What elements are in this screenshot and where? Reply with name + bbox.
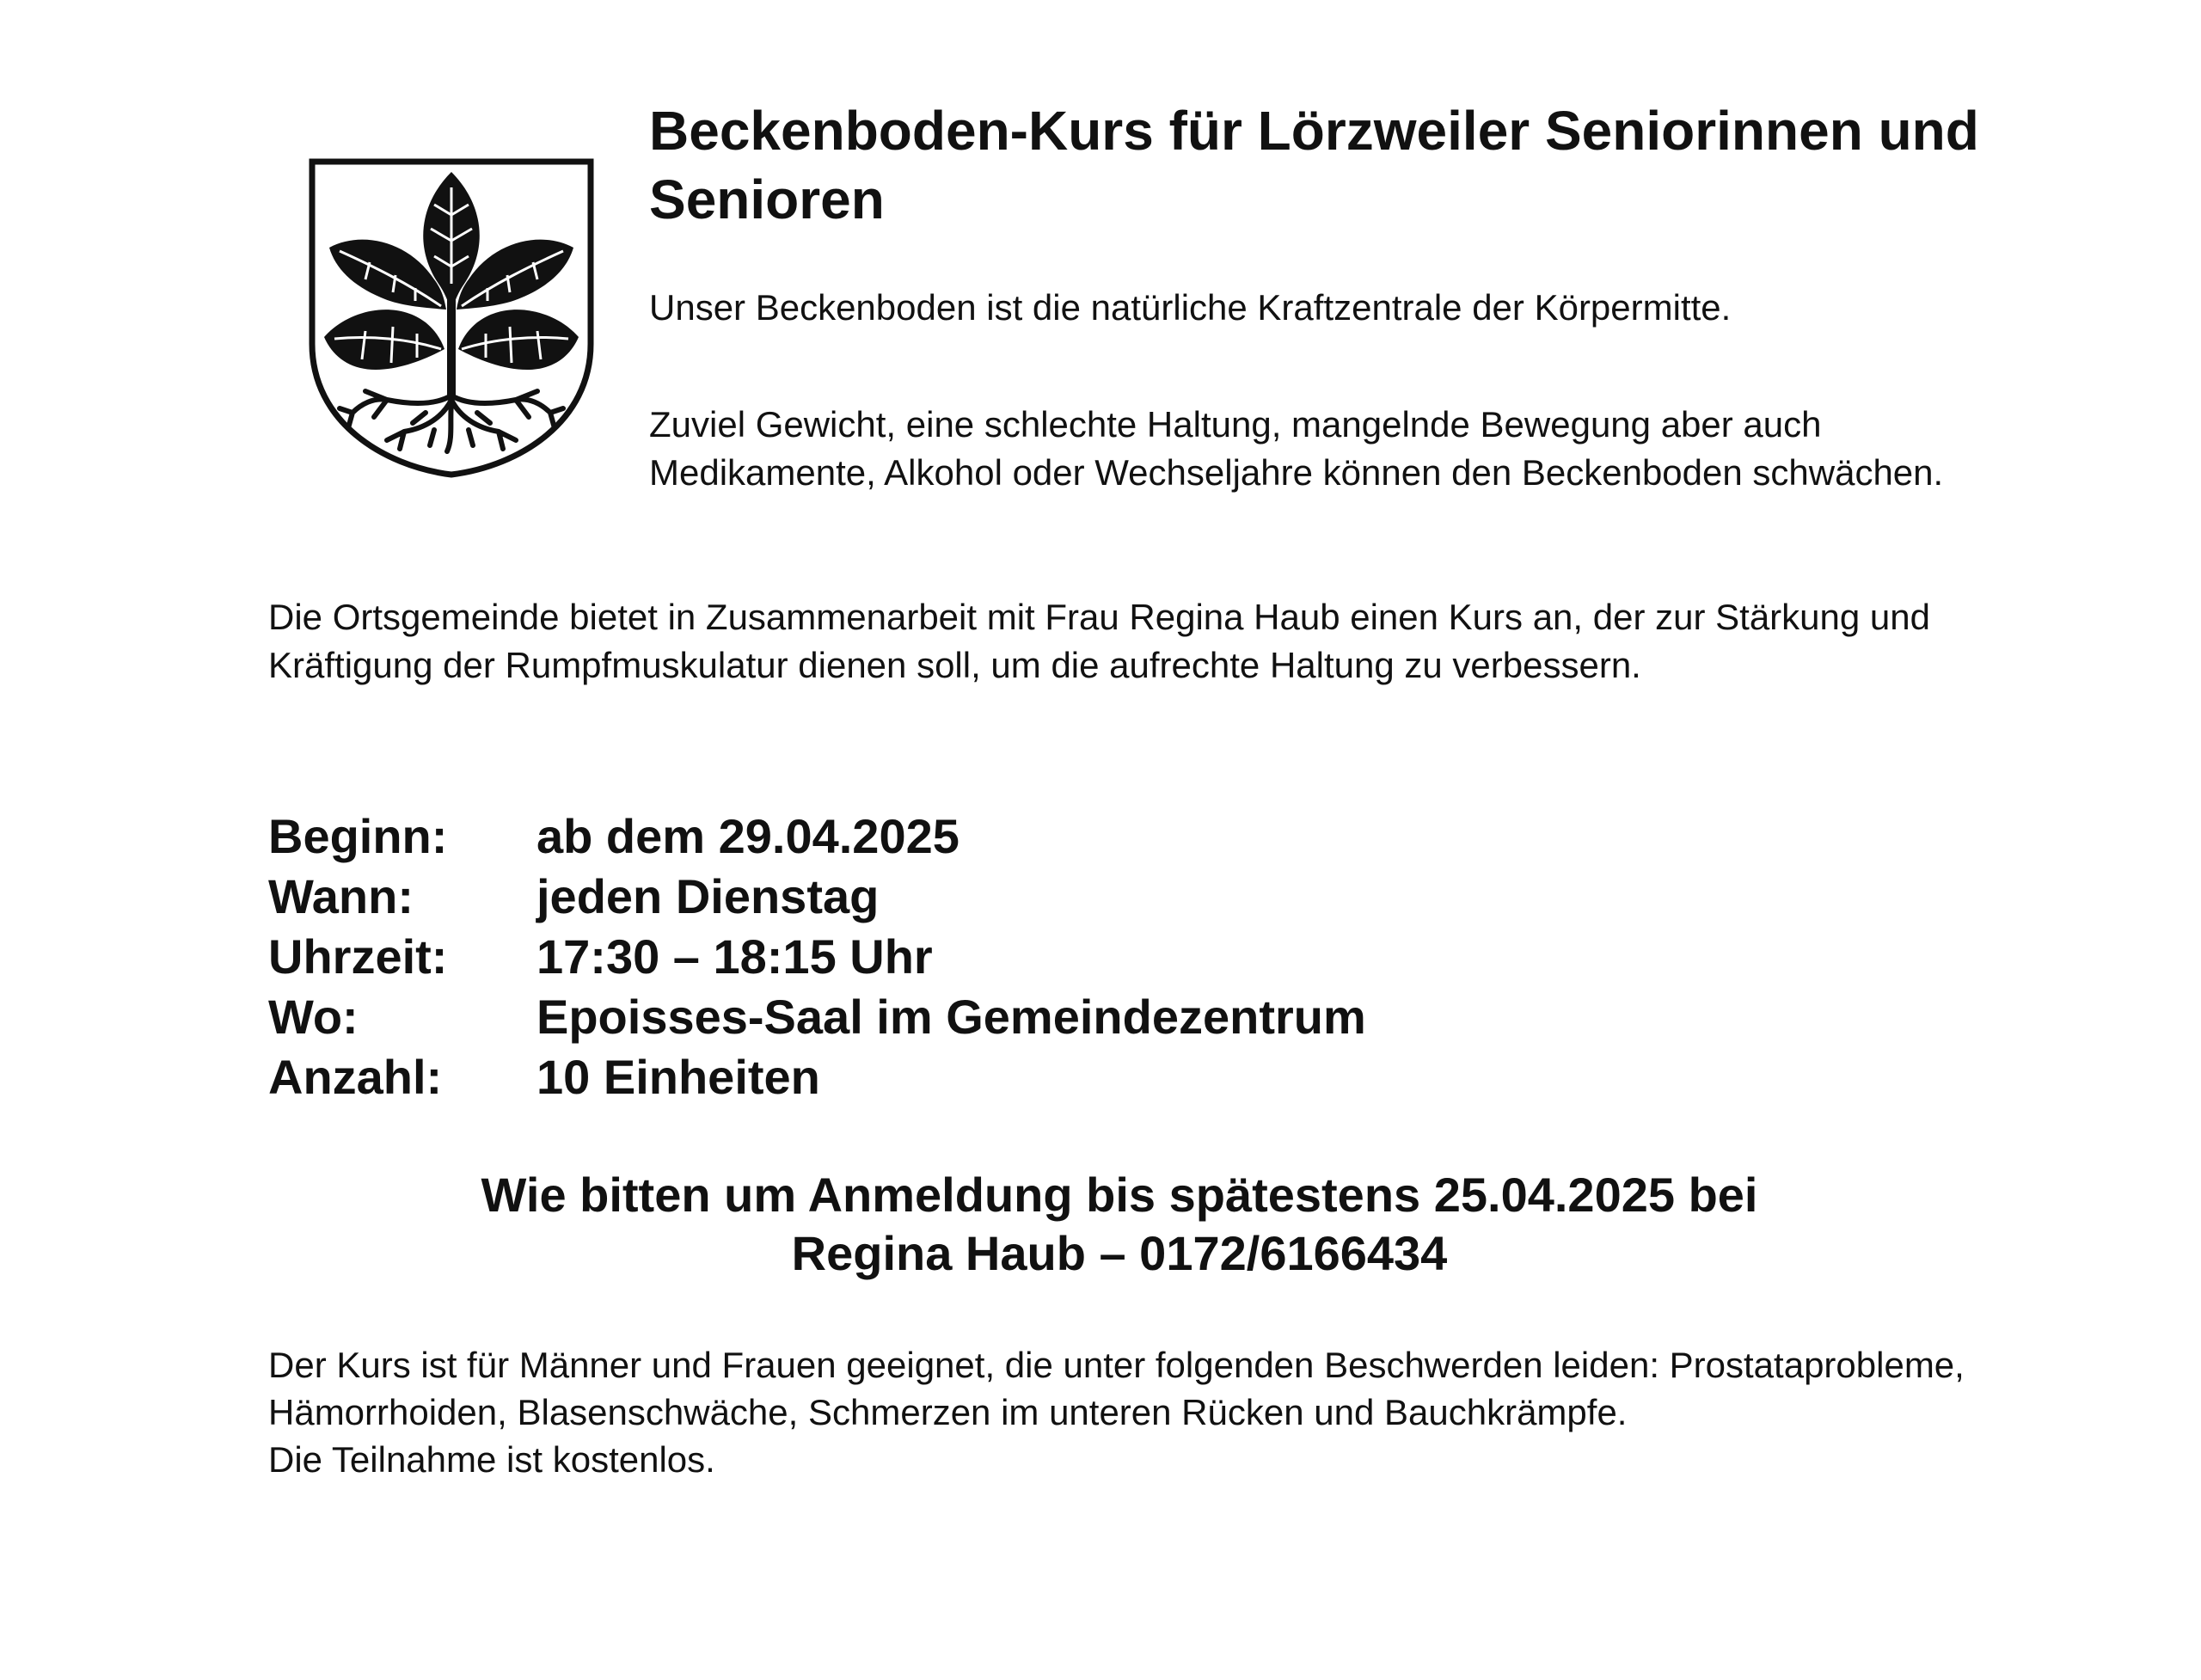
footer-line-2: Die Teilnahme ist kostenlos. (268, 1439, 715, 1480)
intro-text-2: Zuviel Gewicht, eine schlechte Haltung, mangelnde Bewegung aber auch Medikamente, Alkohol oder Wechseljahre können den Beckenboden schwächen. (649, 404, 1944, 493)
detail-label: Beginn: (268, 809, 448, 863)
description-paragraph: Die Ortsgemeinde bietet in Zusammenarbeit mit Frau Regina Haub einen Kurs an, der zur Stärkung und Kräftigung der Rumpfmuskulatur dienen soll, um die aufrechte Haltung zu verbessern. (268, 597, 1930, 685)
registration-notice (268, 1166, 1971, 1283)
detail-label: Anzahl: (268, 1050, 443, 1104)
footer-line-1: Der Kurs ist für Männer und Frauen geeignet, die unter folgenden Beschwerden leiden: Prostataprobleme, Hämorrhoiden, Blasenschwäche, Schmerzen im unteren Rücken und Bauchkrämpfe. (268, 1345, 1965, 1432)
detail-label: Uhrzeit: (268, 929, 448, 984)
detail-value: ab dem 29.04.2025 (536, 809, 959, 863)
detail-row-anzahl (268, 1047, 1988, 1107)
detail-label: Wann: (268, 869, 414, 923)
registration-line-1: Wie bitten um Anmeldung bis spätestens 25.04.2025 bei (481, 1168, 1758, 1222)
detail-value: Epoisses-Saal im Gemeindezentrum (536, 990, 1366, 1044)
detail-row-beginn (268, 806, 1988, 867)
coat-of-arms-plant-icon (305, 155, 598, 481)
detail-row-wann (268, 867, 1988, 927)
footer-text (268, 1341, 1971, 1483)
course-details (268, 806, 1988, 1107)
detail-row-wo (268, 987, 1988, 1047)
detail-value: 10 Einheiten (536, 1050, 820, 1104)
detail-value: 17:30 – 18:15 Uhr (536, 929, 933, 984)
intro-text-1: Unser Beckenboden ist die natürliche Kraftzentrale der Körpermitte. (649, 287, 1732, 328)
detail-row-uhrzeit (268, 927, 1988, 987)
detail-label: Wo: (268, 990, 359, 1044)
detail-value: jeden Dienstag (536, 869, 880, 923)
registration-line-2: Regina Haub – 0172/6166434 (791, 1226, 1448, 1280)
page-title: Beckenboden-Kurs für Lörzweiler Seniorinnen und Senioren (649, 100, 1979, 230)
